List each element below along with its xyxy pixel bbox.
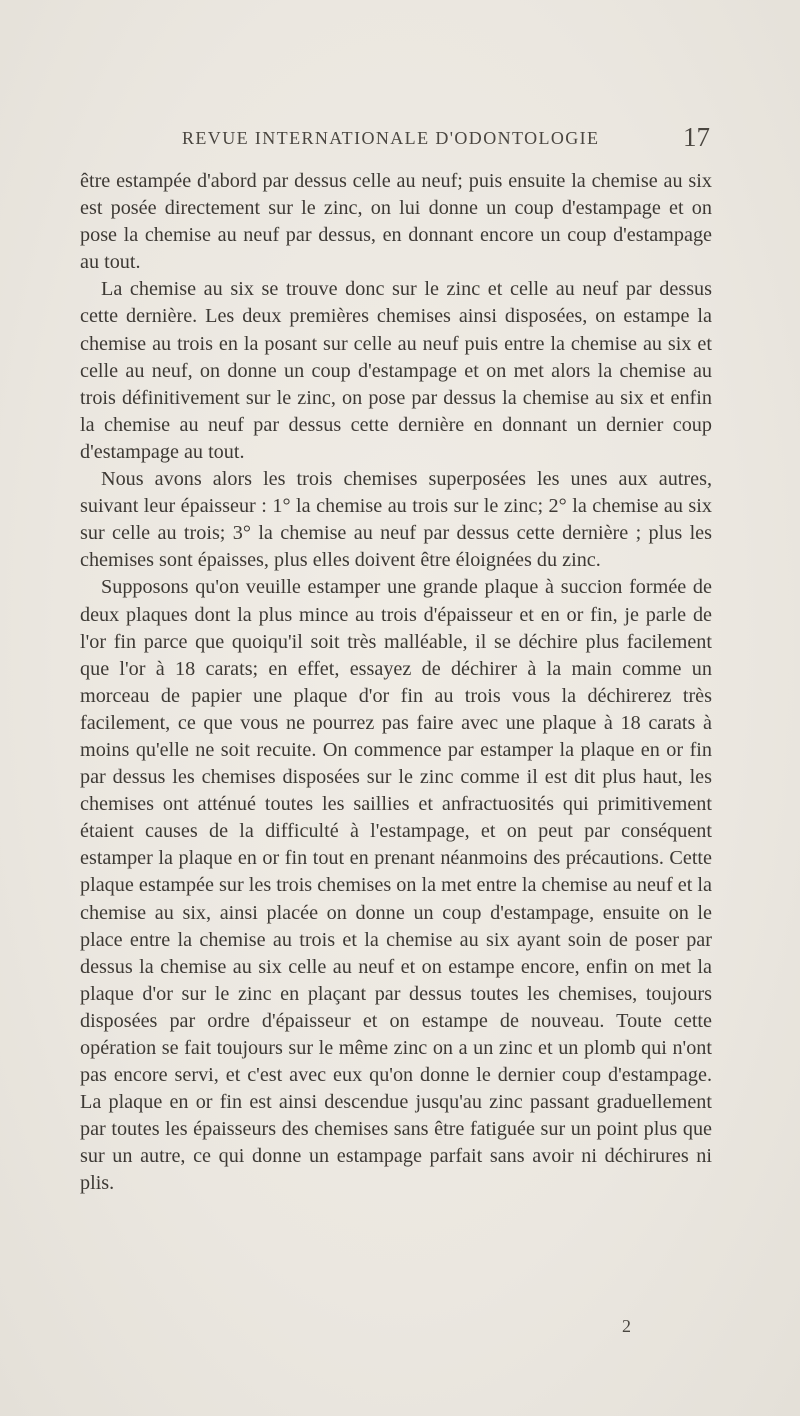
paragraph: être estampée d'abord par dessus celle au neuf; puis ensuite la chemise au six est posée directement sur le zinc, on lui donne un coup d'estampage et on pose la chemise au neuf par dessus, en donnant encore un coup d'estampage au tout. [80,170,712,274]
page-header [82,118,710,158]
paragraph: Nous avons alors les trois chemises superposées les unes aux autres, suivant leur épaisseur : 1° la chemise au trois sur le zinc; 2° la chemise au six sur celle au trois; 3° la chemise au neuf par dessus cette dernière ; plus les chemises sont épaisses, plus elles doivent être éloignées du zinc. [80,468,712,572]
page-number: 17 [683,122,710,152]
paragraph: Supposons qu'on veuille estamper une grande plaque à succion formée de deux plaques dont la plus mince au trois d'épaisseur et en or fin, je parle de l'or fin parce que quoiqu'il soit très malléable, il se déchire plus facilement que l'or à 18 carats; en effet, essayez de déchirer à la main comme un morceau de papier une plaque d'or fin au trois vous la déchirerez très facilement, ce que vous ne pourrez pas faire avec une plaque à 18 carats à moins qu'elle ne soit recuite. On commence par estamper la plaque en or fin par dessus les chemises disposées sur le zinc comme il est dit plus haut, les chemises ont atténué toutes les saillies et anfractuosités qui primitivement étaient causes de la difficulté à l'estampage, et on peut par conséquent estamper la plaque en or fin tout en prenant néanmoins des précautions. Cette plaque estampée sur les trois chemises on la met entre la chemise au neuf et la chemise au six, ainsi placée on donne un coup d'estampage, ensuite on le place entre la chemise au trois et la chemise au six ayant soin de poser par dessus la chemise au six celle au neuf et on estampe encore, enfin on met la plaque d'or sur le zinc en plaçant par dessus toutes les chemises, toujours disposées par ordre d'épaisseur et on estampe de nouveau. Toute cette opération se fait toujours sur le même zinc on a un zinc et un plomb qui n'ont pas encore servi, et c'est avec eux qu'on donne le dernier coup d'estampage. La plaque en or fin est ainsi descendue jusqu'au zinc passant graduellement par toutes les épaisseurs des chemises sans être fatiguée sur un point plus que sur un autre, ce qui donne un estampage parfait sans avoir ni déchirures ni plis. [80,576,712,1195]
paragraph: La chemise au six se trouve donc sur le zinc et celle au neuf par dessus cette dernière. Les deux premières chemises ainsi disposées, on estampe la chemise au trois en la posant sur celle au neuf puis entre la chemise au six et celle au neuf, on donne un coup d'estampage et on met alors la chemise au trois définitivement sur le zinc, on pose par dessus la chemise au six et enfin la chemise au neuf par dessus cette dernière en donnant un dernier coup d'estampage au tout. [80,278,712,463]
signature-mark: 2 [622,1316,631,1336]
running-title: REVUE INTERNATIONALE D'ODONTOLOGIE [182,128,600,148]
body-text [80,168,712,1198]
